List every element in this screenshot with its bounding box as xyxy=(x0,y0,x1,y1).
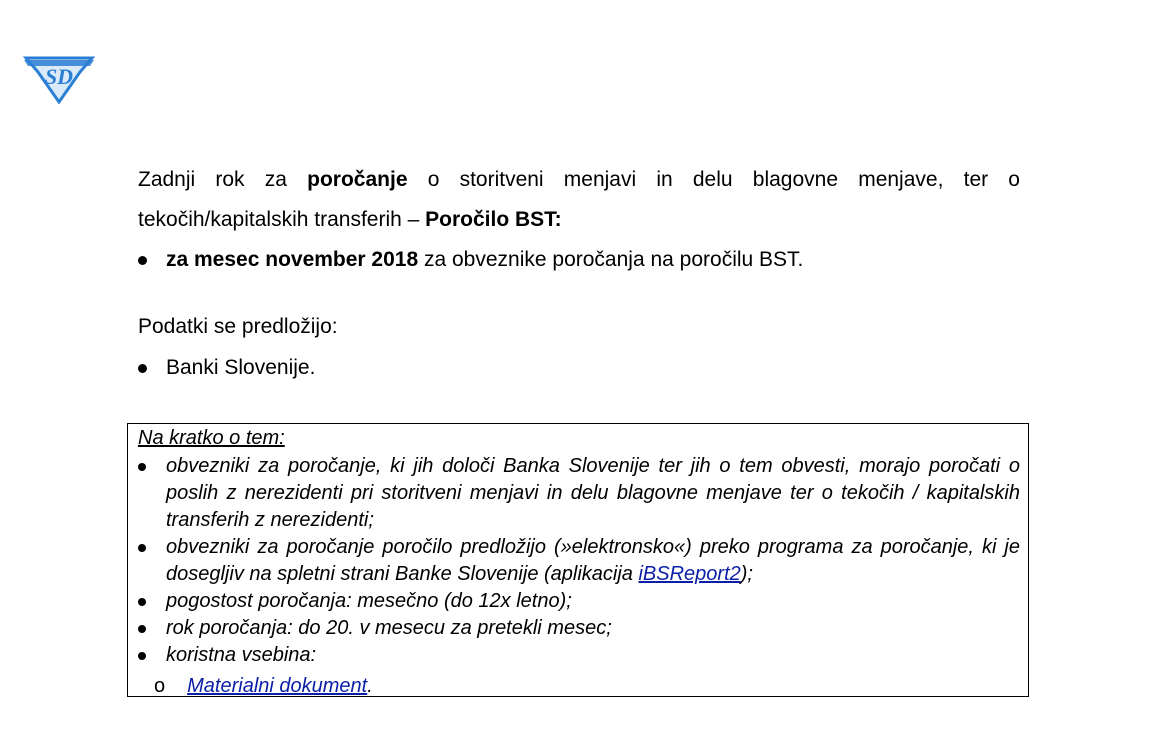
logo-letters: SD xyxy=(44,64,74,89)
list-item: rok poročanja: do 20. v mesecu za pretekli mesec; xyxy=(138,615,1020,642)
bullet-icon xyxy=(138,256,147,265)
bullet-icon xyxy=(138,364,147,373)
summary-heading: Na kratko o tem: xyxy=(138,427,285,449)
list-item: koristna vsebina: xyxy=(138,642,1020,669)
sub-list-item xyxy=(154,673,373,700)
submit-line xyxy=(138,314,338,340)
intro-bold-2: Poročilo BST: xyxy=(425,208,562,231)
materialni-dokument-link[interactable]: Materialni dokument xyxy=(187,675,368,697)
summary-list xyxy=(138,453,1020,669)
summary-box xyxy=(127,423,1029,697)
deadline-rest: za obveznike poročanja na poročilu BST. xyxy=(418,248,804,271)
shield-logo-icon xyxy=(22,50,96,104)
item2-end: ); xyxy=(740,563,753,585)
item2-text: obvezniki za poročanje poročilo predložijo (»elektronsko«) preko programa za poročanje, ki je dosegljiv na spletni strani Banke Slovenije (aplikacija xyxy=(166,536,1020,585)
submit-line-text: Podatki se predložijo: xyxy=(138,315,338,338)
submit-bullet-text: Banki Slovenije. xyxy=(166,356,316,379)
deadline-text xyxy=(166,247,803,273)
list-item xyxy=(138,534,1020,588)
intro-text-2: o storitveni menjavi in delu blagovne menjave, ter o tekočih/kapitalskih transferih – xyxy=(138,168,1020,231)
intro-text-1: Zadnji rok za xyxy=(138,168,308,191)
logo xyxy=(22,50,96,104)
intro-paragraph xyxy=(138,160,1020,240)
sub-bullet-marker: o xyxy=(154,675,166,697)
list-item: pogostost poročanja: mesečno (do 12x letno); xyxy=(138,588,1020,615)
list-item: obvezniki za poročanje, ki jih določi Banka Slovenije ter jih o tem obvesti, morajo poročati o poslih z nerezidenti pri storitveni menjavi in delu blagovne menjave ter o tekočih / kapitalskih transferih z nerezidenti; xyxy=(138,453,1020,534)
sub-end: . xyxy=(367,675,373,697)
deadline-bold: za mesec november 2018 xyxy=(166,248,419,271)
intro-bold-1: poročanje xyxy=(307,168,408,191)
ibsreport2-link[interactable]: iBSReport2 xyxy=(638,563,741,585)
